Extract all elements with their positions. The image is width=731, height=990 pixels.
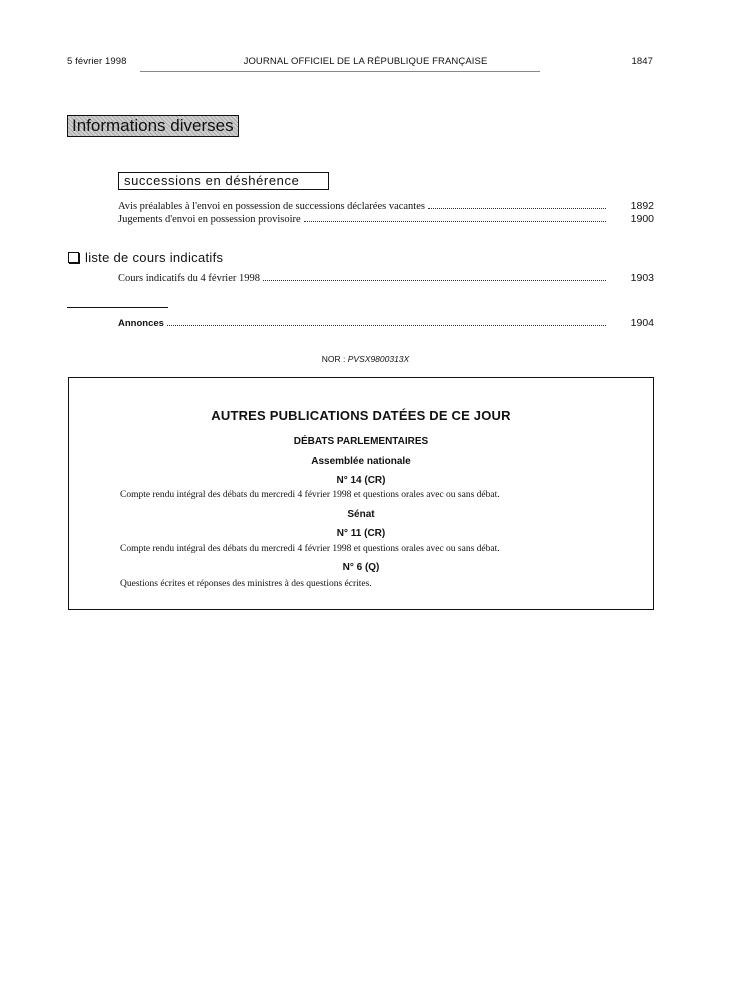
checkbox-icon [68,252,79,263]
questions-issue-number: N° 6 (Q) [342,562,380,573]
section-banner: Informations diverses [67,115,239,137]
dot-leader [263,280,606,281]
toc-entry-text: Cours indicatifs du 4 février 1998 [118,273,261,284]
toc-entry-page: 1903 [630,272,654,284]
annonces-label: Annonces [118,318,164,329]
nor-label: NOR : [321,354,346,364]
toc-entry-page: 1900 [630,213,654,225]
dot-leader [304,221,606,222]
toc-row[interactable] [118,270,654,284]
assemblee-heading: Assemblée nationale [311,456,411,467]
annonces-page: 1904 [630,317,654,329]
toc-row[interactable] [118,211,654,225]
header-page-number: 1847 [631,56,653,67]
other-publications-box [68,377,654,610]
dot-leader [167,325,606,326]
toc-row[interactable] [118,198,654,212]
toc-entry-text: Avis préalables à l'envoi en possession de successions déclarées vacantes [118,201,425,212]
other-publications-title: AUTRES PUBLICATIONS DATÉES DE CE JOUR [211,408,511,423]
assemblee-description: Compte rendu intégral des débats du mercredi 4 février 1998 et questions orales avec ou sans débat. [120,490,500,500]
cours-heading [68,250,223,265]
cours-heading-text: liste de cours indicatifs [85,250,224,265]
senat-description: Compte rendu intégral des débats du mercredi 4 février 1998 et questions orales avec ou sans débat. [120,544,500,554]
toc-row-annonces[interactable] [118,315,654,329]
header-rule [140,71,540,72]
questions-description: Questions écrites et réponses des ministres à des questions écrites. [120,579,372,589]
header-journal-title: JOURNAL OFFICIEL DE LA RÉPUBLIQUE FRANÇAISE [243,56,488,67]
debats-heading: DÉBATS PARLEMENTAIRES [293,436,429,447]
separator-rule [67,307,168,308]
senat-issue-number: N° 11 (CR) [336,528,386,539]
dot-leader [428,208,606,209]
senat-heading: Sénat [347,509,375,520]
successions-heading: successions en déshérence [118,172,329,190]
nor-code: PVSX9800313X [347,354,410,364]
toc-entry-page: 1892 [630,200,654,212]
assemblee-issue-number: N° 14 (CR) [336,475,386,486]
header-date: 5 février 1998 [67,56,127,67]
toc-entry-text: Jugements d'envoi en possession provisoire [118,214,301,225]
nor-reference [0,354,731,364]
